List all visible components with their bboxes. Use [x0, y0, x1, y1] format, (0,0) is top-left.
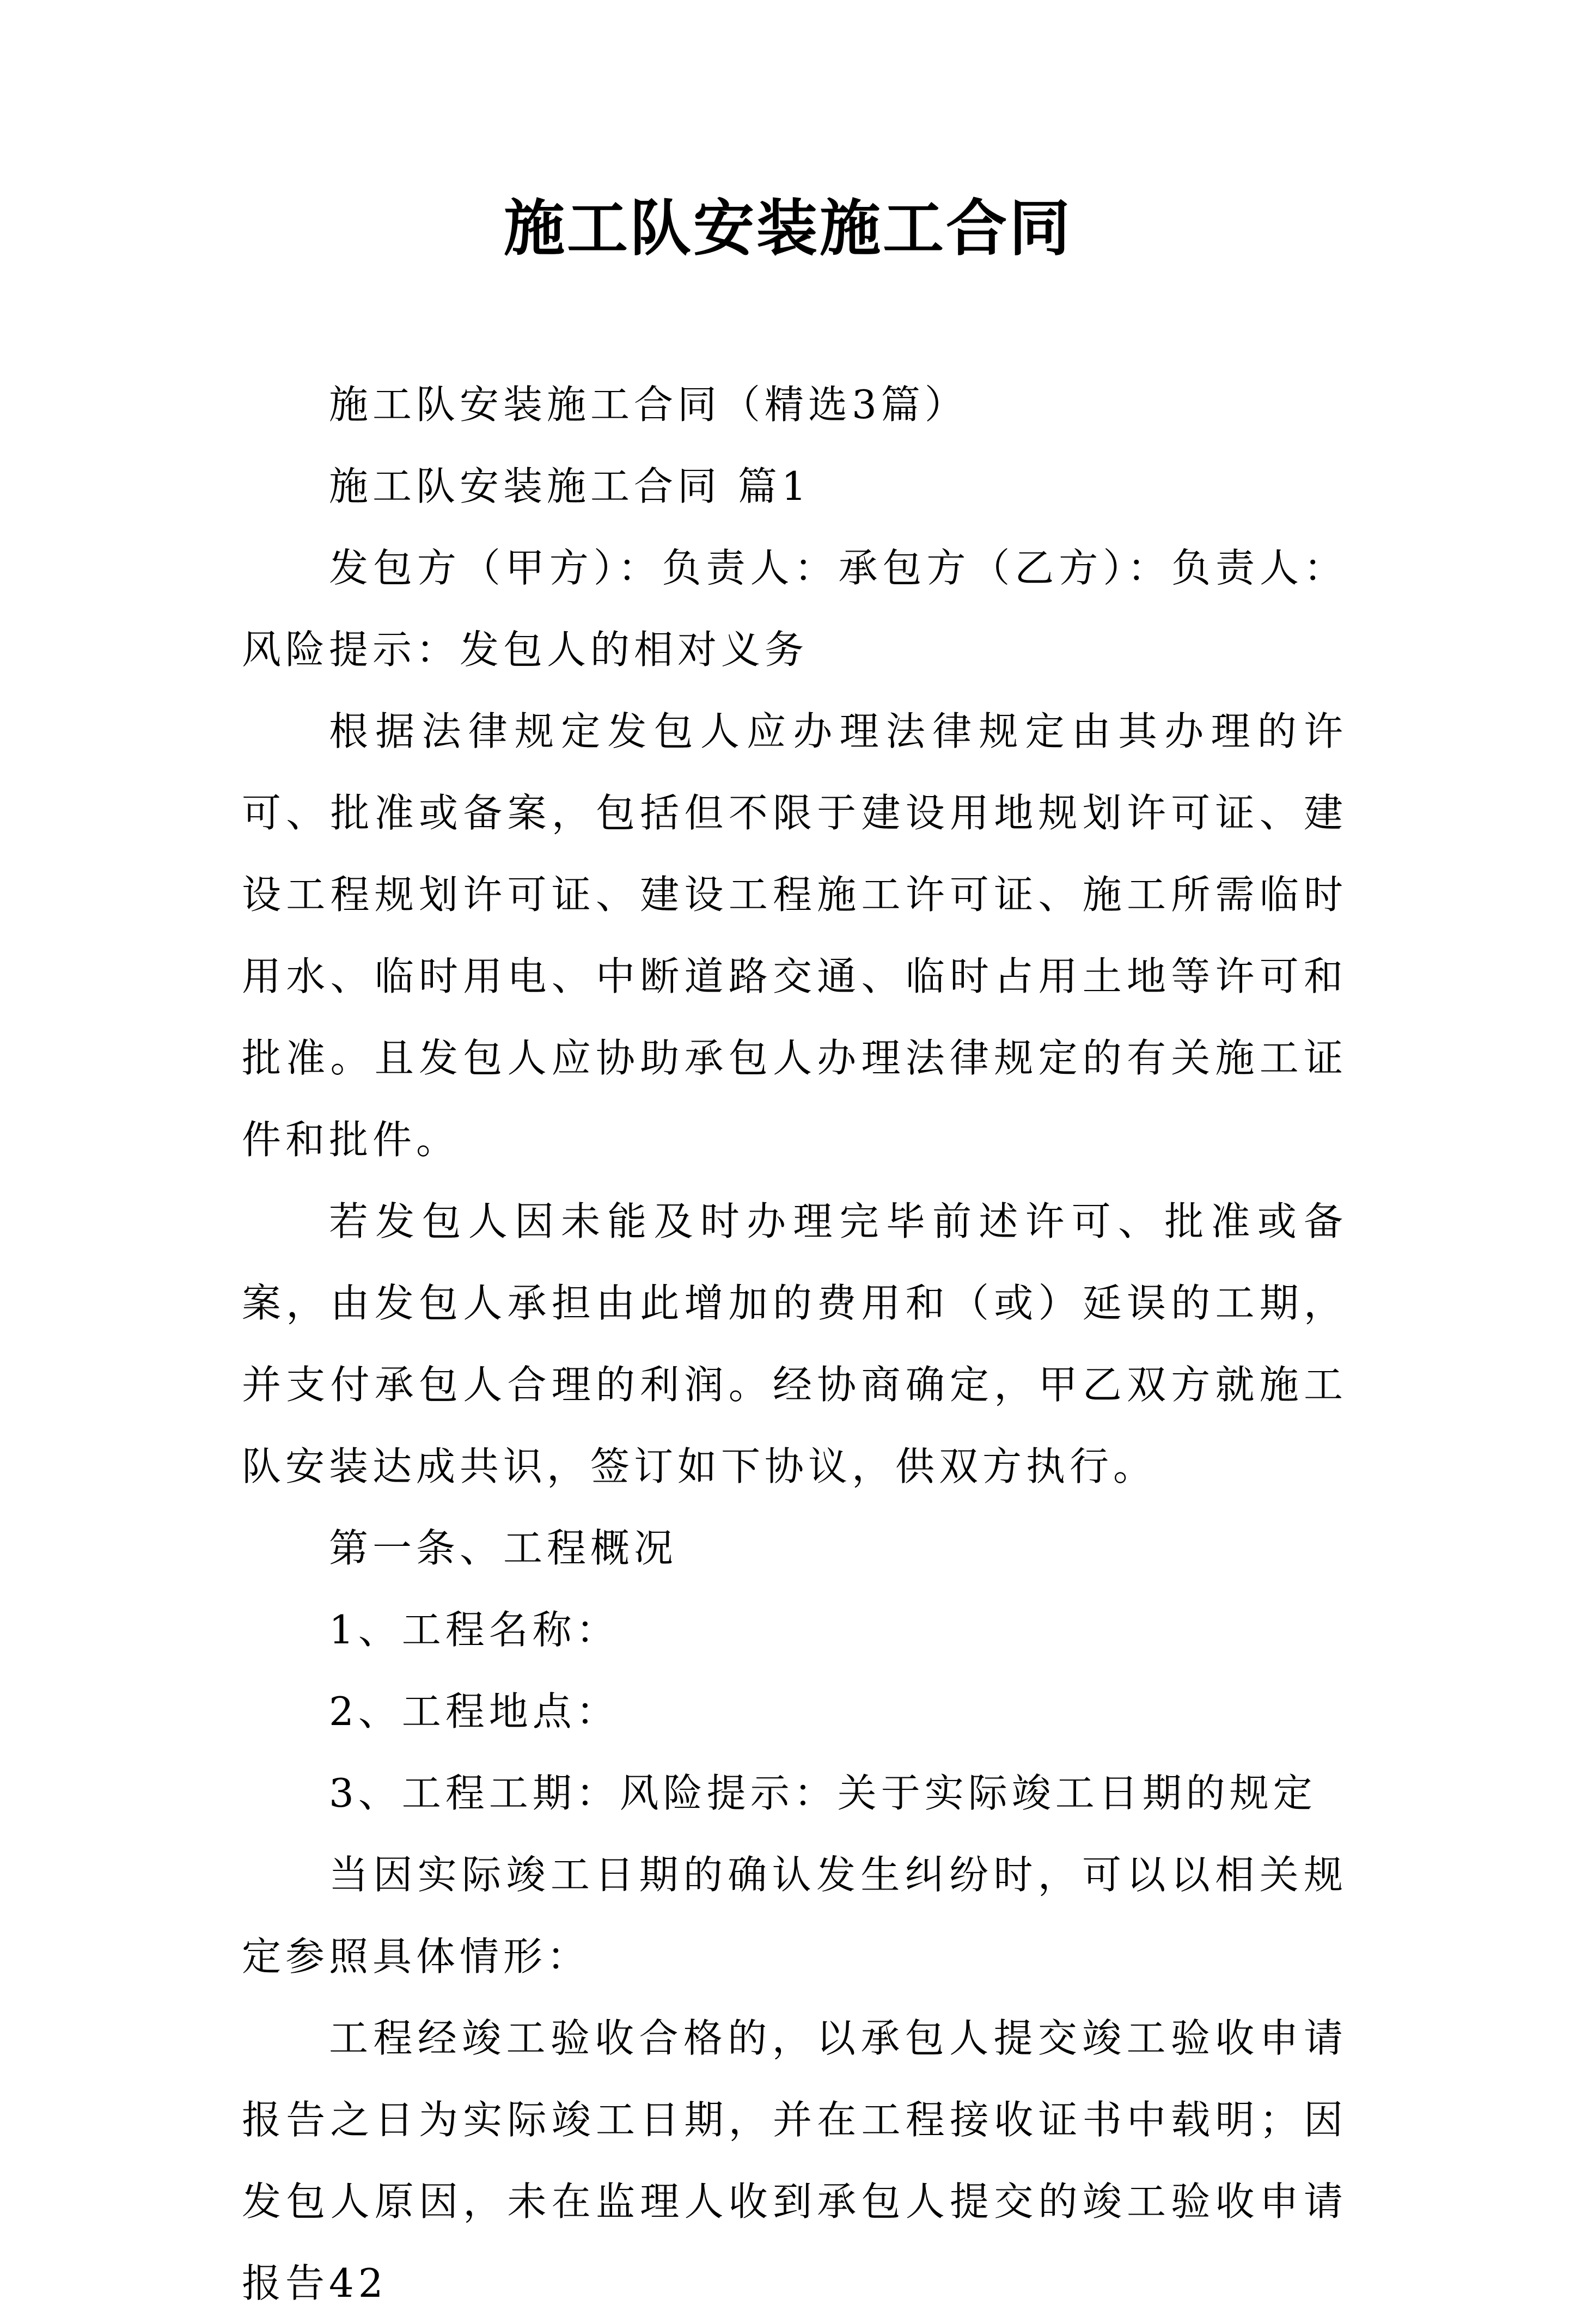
paragraph-section-heading: 施工队安装施工合同 篇1 — [329, 463, 811, 509]
paragraph-project-duration: 3、工程工期：风险提示：关于实际竣工日期的规定 — [329, 1770, 1317, 1816]
document-title: 施工队安装施工合同 — [504, 193, 1072, 264]
paragraph-article-one: 第一条、工程概况 — [329, 1525, 678, 1571]
paragraph-project-name: 1、工程名称： — [329, 1607, 620, 1653]
paragraph-legal-requirements: 根据法律规定发包人应办理法律规定由其办理的许可、批准或备案，包括但不限于建设用地规划许可证、建设工程规划许可证、建设工程施工许可证、施工所需临时用水、临时用电、中断道路交通、临时占用土地等许可和批准。且发包人应协助承包人办理法律规定的有关施工证件和批件。 — [242, 708, 1347, 1163]
document-body — [242, 364, 1347, 2324]
paragraph-project-location: 2、工程地点： — [329, 1689, 620, 1734]
paragraph-completion-dispute: 当因实际竣工日期的确认发生纠纷时，可以以相关规定参照具体情形： — [242, 1852, 1347, 1979]
paragraph-parties: 发包方（甲方）：负责人：承包方（乙方）：负责人：风险提示：发包人的相对义务 — [242, 545, 1347, 672]
paragraph-subtitle: 施工队安装施工合同（精选3篇） — [329, 382, 968, 427]
paragraph-delay-liability: 若发包人因未能及时办理完毕前述许可、批准或备案，由发包人承担由此增加的费用和（或）延误的工期，并支付承包人合理的利润。经协商确定，甲乙双方就施工队安装达成共识，签订如下协议，供双方执行。 — [242, 1198, 1347, 1489]
paragraph-completion-acceptance: 工程经竣工验收合格的，以承包人提交竣工验收申请报告之日为实际竣工日期，并在工程接收证书中载明；因发包人原因，未在监理人收到承包人提交的竣工验收申请报告42 — [242, 2015, 1347, 2306]
